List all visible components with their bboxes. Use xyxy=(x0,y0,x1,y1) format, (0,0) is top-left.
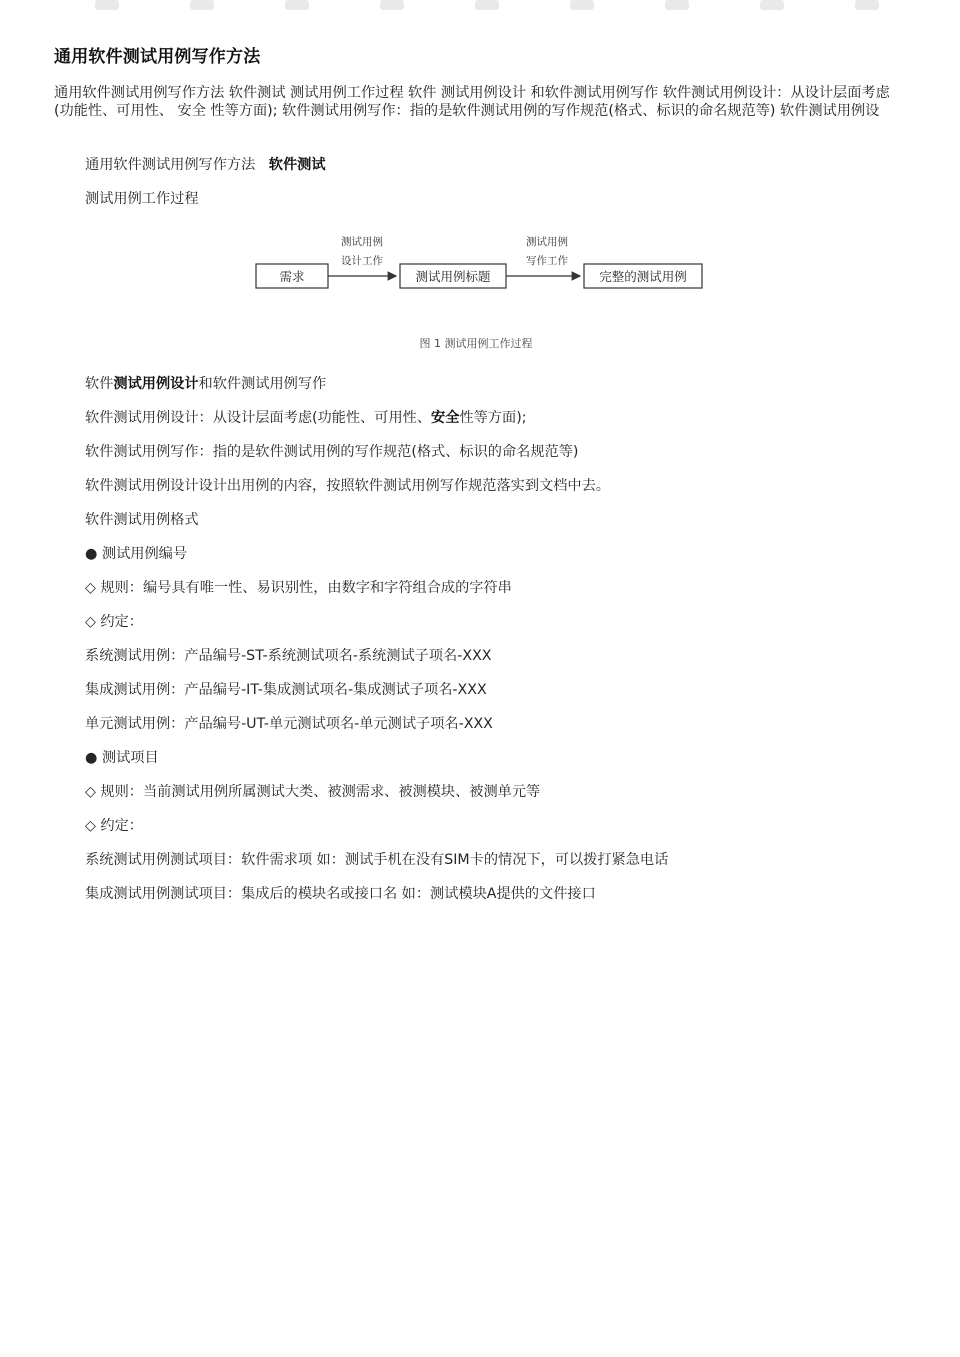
arrow-design-label-1: 测试用例 xyxy=(341,236,383,248)
design-line-suffix: 性等方面); xyxy=(459,410,527,426)
section2-convention: ◇ 约定： xyxy=(85,818,143,834)
intro-line-bold: 软件测试 xyxy=(268,157,326,173)
arrow-writing-label-2: 写作工作 xyxy=(526,255,568,267)
section2-item-system: 系统测试用例测试项目：软件需求项 如：测试手机在没有SIM卡的情况下，可以拨打紧急电话 xyxy=(85,852,669,868)
design-write-suffix: 和软件测试用例写作 xyxy=(198,376,327,392)
intro-line-text: 通用软件测试用例写作方法 xyxy=(85,157,256,173)
document-title: 通用软件测试用例写作方法 xyxy=(54,47,261,67)
writing-line: 软件测试用例写作：指的是软件测试用例的写作规范(格式、标识的命名规范等) xyxy=(85,444,579,460)
format-heading: 软件测试用例格式 xyxy=(85,512,199,528)
watermark-strip xyxy=(0,0,960,18)
section1-convention: ◇ 约定： xyxy=(85,614,143,630)
arrow-design-label-2: 设计工作 xyxy=(341,255,383,267)
design-write-bold: 测试用例设计 xyxy=(113,376,199,392)
process-heading: 测试用例工作过程 xyxy=(85,191,199,207)
design-write-line xyxy=(85,373,326,393)
intro-line xyxy=(85,154,326,174)
workflow-figure xyxy=(250,228,710,358)
section2-rule: ◇ 规则：当前测试用例所属测试大类、被测需求、被测模块、被测单元等 xyxy=(85,784,541,800)
section1-item-system: 系统测试用例：产品编号-ST-系统测试项名-系统测试子项名-XXX xyxy=(85,648,492,664)
figure-caption: 图 1 测试用例工作过程 xyxy=(419,337,533,350)
section2-item-integration: 集成测试用例测试项目：集成后的模块名或接口名 如：测试模块A提供的文件接口 xyxy=(85,886,596,902)
section1-rule: ◇ 规则：编号具有唯一性、易识别性，由数字和字符组合成的字符串 xyxy=(85,580,512,596)
design-line-bold: 安全 xyxy=(431,410,460,426)
box-complete-case-label: 完整的测试用例 xyxy=(599,269,687,284)
section1-item-unit: 单元测试用例：产品编号-UT-单元测试项名-单元测试子项名-XXX xyxy=(85,716,493,732)
workflow-diagram xyxy=(250,228,710,358)
design-write-prefix: 软件 xyxy=(85,376,114,392)
box-case-titles-label: 测试用例标题 xyxy=(415,269,491,284)
design-line-prefix: 软件测试用例设计：从设计层面考虑(功能性、可用性、 xyxy=(85,410,432,426)
implement-line: 软件测试用例设计设计出用例的内容，按照软件测试用例写作规范落实到文档中去。 xyxy=(85,478,610,494)
section1-bullet: ● 测试用例编号 xyxy=(85,546,188,562)
design-line xyxy=(85,407,527,427)
section1-item-integration: 集成测试用例：产品编号-IT-集成测试项名-集成测试子项名-XXX xyxy=(85,682,487,698)
box-requirements-label: 需求 xyxy=(279,269,305,284)
section2-bullet: ● 测试项目 xyxy=(85,750,159,766)
arrow-writing-label-1: 测试用例 xyxy=(526,236,568,248)
document-summary: 通用软件测试用例写作方法 软件测试 测试用例工作过程 软件 测试用例设计 和软件测试用例写作 软件测试用例设计：从设计层面考虑(功能性、可用性、 安全 性等方面); 软件测试用例写作：指的是软件测试用例的写作规范(格式、标识的命名规范等) 软件测试用例设 xyxy=(54,85,890,119)
